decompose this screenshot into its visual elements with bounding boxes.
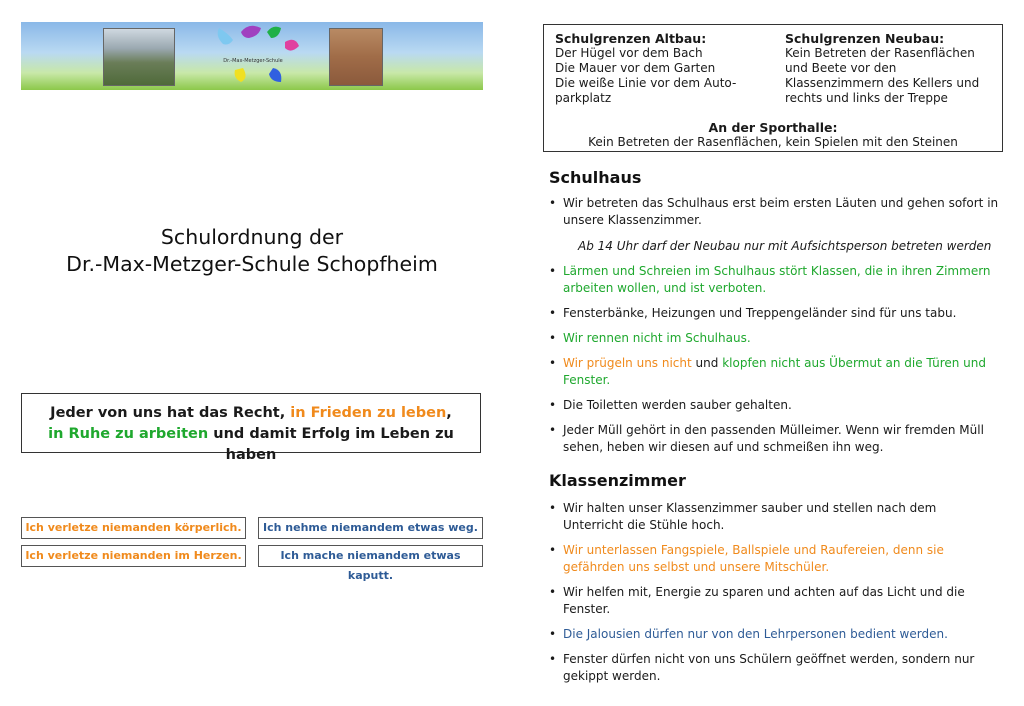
list-item-text: Fensterbänke, Heizungen und Treppengeländer sind für uns tabu.: [563, 306, 957, 320]
bullet: •: [549, 306, 557, 320]
bullet: •: [549, 627, 557, 641]
bullet: •: [549, 264, 557, 278]
list-item-text: Die Jalousien dürfen nur von den Lehrpersonen bedient werden.: [563, 627, 948, 641]
rule-box-take: Ich nehme niemandem etwas weg.: [258, 517, 483, 539]
list-item-text: Lärmen und Schreien im Schulhaus stört Klassen, die in ihren Zimmern arbeiten wollen, und ist verboten.: [563, 264, 991, 295]
list-item: [549, 651, 999, 685]
logo-caption: Dr.-Max-Metzger-Schule: [223, 58, 283, 64]
rights-statement-box: [21, 393, 481, 463]
boundaries-new-line: und Beete vor den: [785, 61, 897, 75]
bullet: •: [549, 543, 557, 557]
bullet: •: [549, 398, 557, 412]
page-title: [21, 224, 483, 278]
title-line-1: Schulordnung der: [160, 225, 344, 249]
boundaries-new-line: Klassenzimmern des Kellers und: [785, 76, 980, 90]
list-item: [549, 195, 999, 229]
header-banner: [21, 22, 483, 90]
list-item: [549, 397, 999, 414]
boundaries-old-line: Die weiße Linie vor dem Auto-: [555, 76, 737, 90]
boundaries-old-line: Die Mauer vor dem Garten: [555, 61, 716, 75]
boundaries-old-building: [555, 31, 765, 106]
list-item-text: Wir unterlassen Fangspiele, Ballspiele und Raufereien, denn sie gefährden uns selbst und unsere Mitschüler.: [563, 543, 944, 574]
list-item: [549, 584, 999, 618]
list-item: [549, 305, 999, 322]
rights-text-comma: ,: [446, 405, 452, 421]
section-heading-klassenzimmer: Klassenzimmer: [549, 471, 686, 490]
rights-text-success: und damit Erfolg im Leben zu haben: [213, 426, 454, 463]
list-item-text-fighting: Wir prügeln uns nicht: [563, 356, 692, 370]
list-item: [549, 330, 999, 347]
rights-text-peace: in Frieden zu leben: [290, 405, 447, 421]
bullet: •: [549, 356, 557, 370]
list-item: [549, 422, 999, 456]
schulhaus-note: Ab 14 Uhr darf der Neubau nur mit Aufsichtsperson betreten werden: [578, 239, 992, 253]
list-item-text: Wir helfen mit, Energie zu sparen und achten auf das Licht und die Fenster.: [563, 585, 965, 616]
title-line-2: Dr.-Max-Metzger-Schule Schopfheim: [66, 252, 438, 276]
boundaries-old-line: parkplatz: [555, 91, 612, 105]
boundaries-old-title: Schulgrenzen Altbau:: [555, 31, 707, 46]
list-item-text-knocking: klopfen nicht aus Übermut an die Türen und Fenster.: [563, 356, 986, 387]
bullet: •: [549, 652, 557, 666]
section-heading-schulhaus: Schulhaus: [549, 168, 642, 187]
boundaries-sports-hall: [544, 120, 1002, 150]
school-photo-new-building: [329, 28, 383, 86]
list-item-text: Jeder Müll gehört in den passenden Mülleimer. Wenn wir fremden Müll sehen, heben wir diesen auf und schmeißen ihn weg.: [563, 423, 984, 454]
bullet: •: [549, 501, 557, 515]
list-item-text-and: und: [695, 356, 719, 370]
boundaries-sport-title: An der Sporthalle:: [708, 120, 838, 135]
list-item: [549, 626, 999, 643]
school-photo-old-building: [103, 28, 175, 86]
list-item-text: Die Toiletten werden sauber gehalten.: [563, 398, 792, 412]
boundaries-new-line: rechts und links der Treppe: [785, 91, 948, 105]
list-item-text: Wir halten unser Klassenzimmer sauber und stellen nach dem Unterricht die Stühle hoch.: [563, 501, 937, 532]
school-logo: [193, 24, 333, 88]
list-item-text: Fenster dürfen nicht von uns Schülern geöffnet werden, sondern nur gekippt werden.: [563, 652, 975, 683]
rule-box-body: Ich verletze niemanden körperlich.: [21, 517, 246, 539]
boundaries-new-line: Kein Betreten der Rasenflächen: [785, 46, 975, 60]
list-item: [549, 263, 999, 297]
list-item: [549, 542, 999, 576]
rights-text-work: in Ruhe zu arbeiten: [48, 426, 209, 442]
list-item: [549, 500, 999, 534]
boundaries-new-building: [785, 31, 995, 106]
list-item-text: Wir betreten das Schulhaus erst beim ersten Läuten und gehen sofort in unsere Klassenzimmer.: [563, 196, 999, 227]
bullet: •: [549, 423, 557, 437]
bullet: •: [549, 331, 557, 345]
school-boundaries-box: [543, 24, 1003, 152]
rule-box-break: Ich mache niemandem etwas kaputt.: [258, 545, 483, 567]
rights-text-1: Jeder von uns hat das Recht,: [50, 405, 286, 421]
list-item: [549, 355, 999, 389]
bullet: •: [549, 585, 557, 599]
boundaries-old-line: Der Hügel vor dem Bach: [555, 46, 703, 60]
rule-box-heart: Ich verletze niemanden im Herzen.: [21, 545, 246, 567]
boundaries-new-title: Schulgrenzen Neubau:: [785, 31, 945, 46]
bullet: •: [549, 196, 557, 210]
boundaries-sport-text: Kein Betreten der Rasenflächen, kein Spielen mit den Steinen: [588, 135, 958, 149]
list-item-text: Wir rennen nicht im Schulhaus.: [563, 331, 751, 345]
